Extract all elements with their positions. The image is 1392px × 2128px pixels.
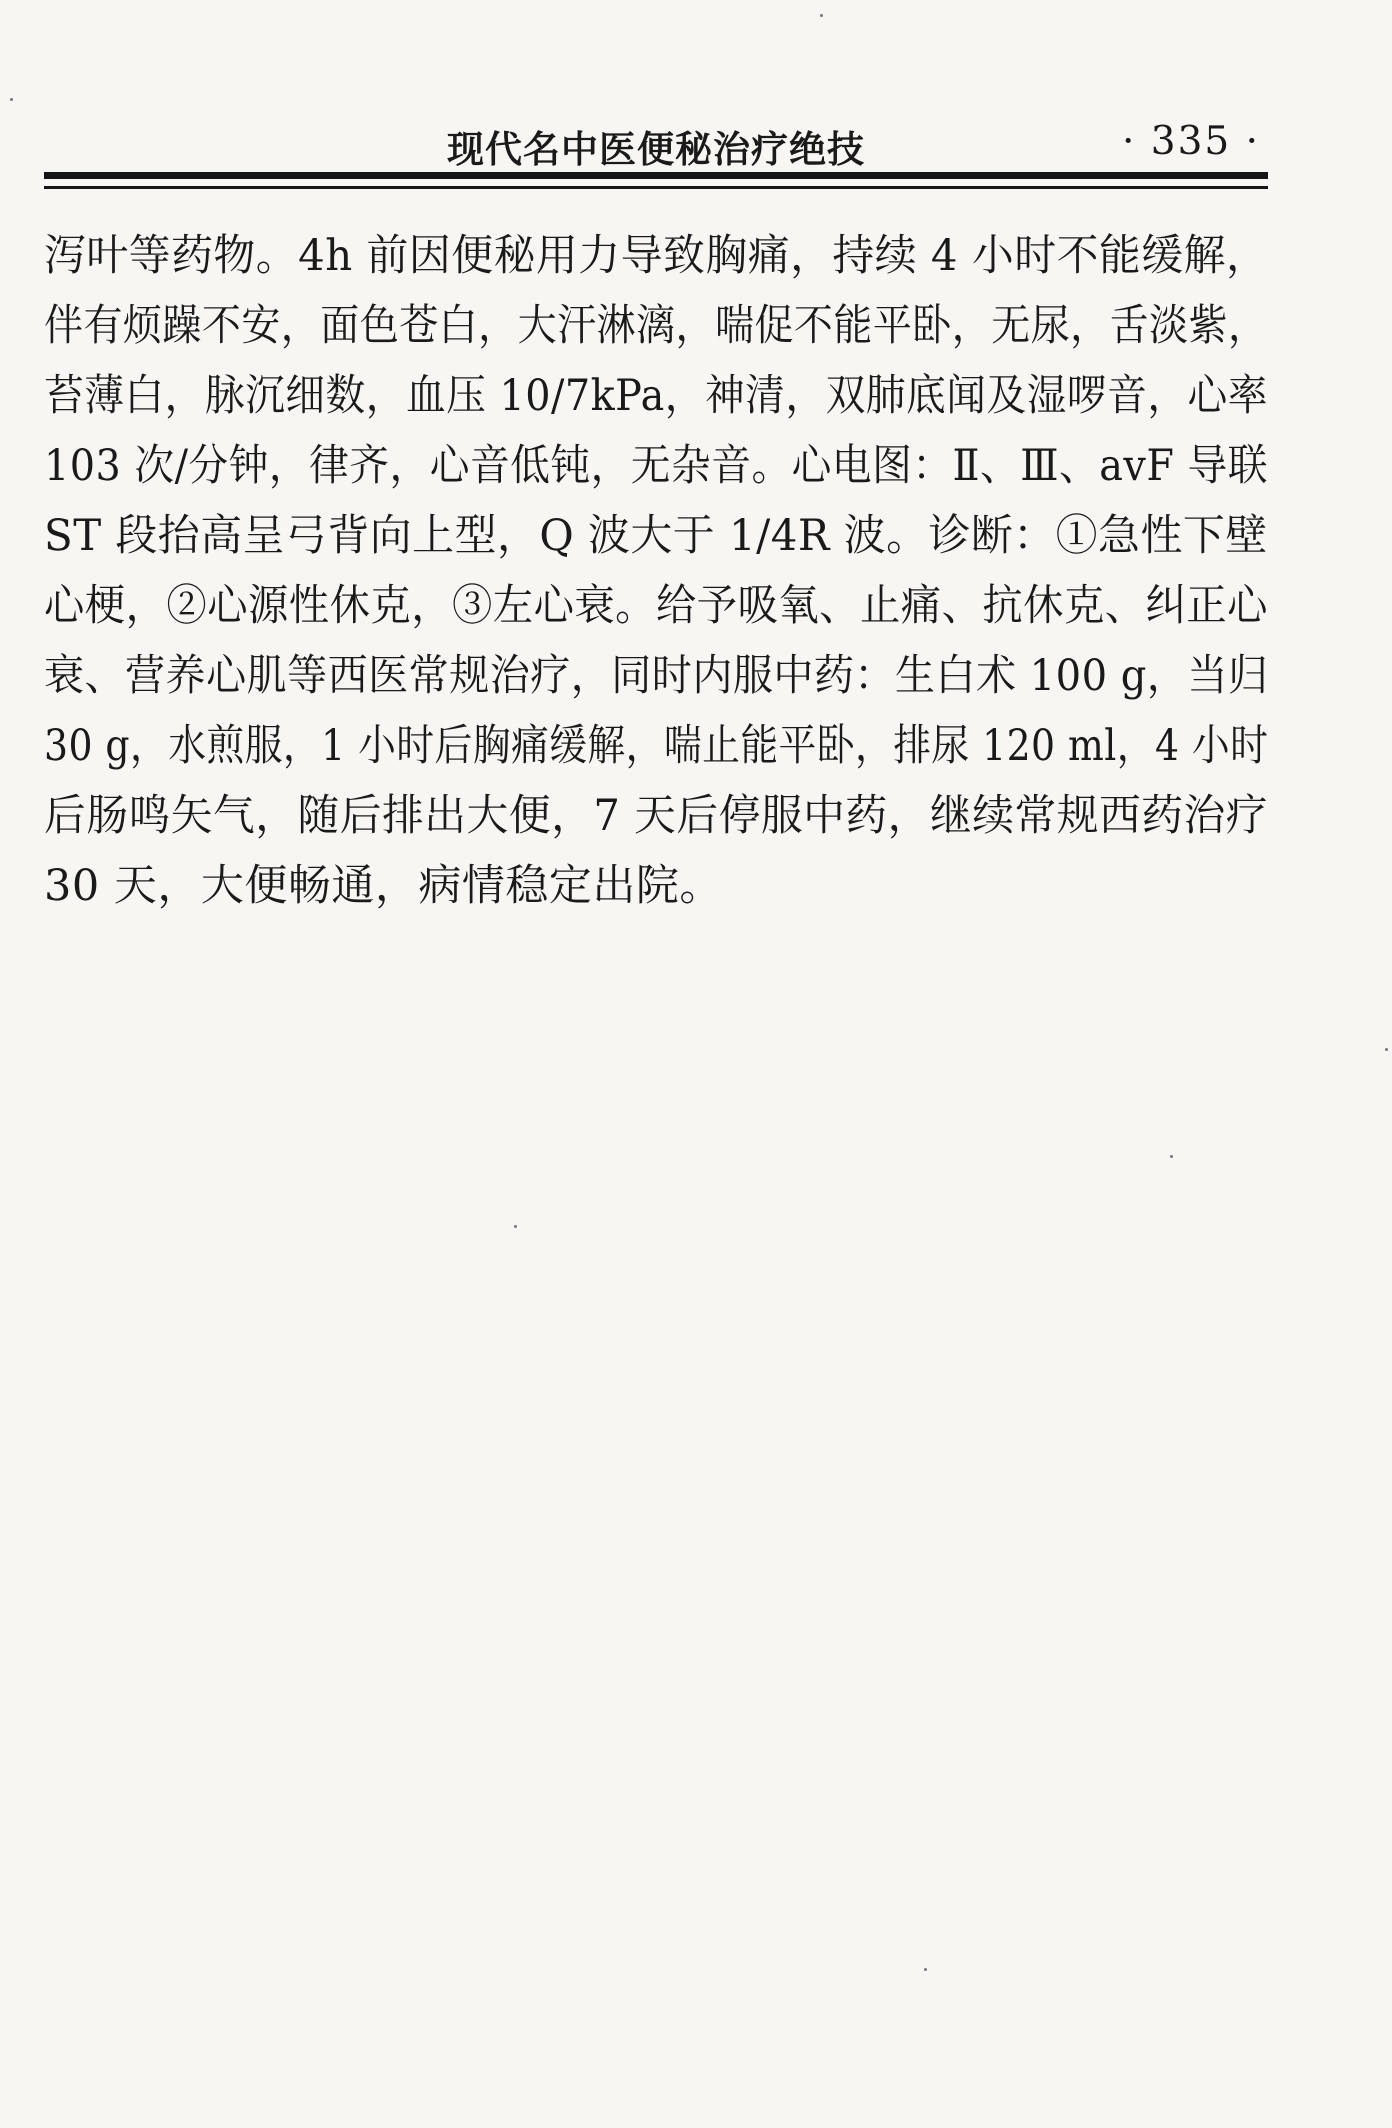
scan-speck bbox=[10, 98, 13, 101]
text-line: ST 段抬高呈弓背向上型，Q 波大于 1/4R 波。诊断：①急性下壁 bbox=[44, 511, 1268, 561]
running-title: 现代名中医便秘治疗绝技 bbox=[447, 127, 865, 171]
text-line: 心梗，②心源性休克，③左心衰。给予吸氧、止痛、抗休克、纠正心 bbox=[44, 581, 1268, 631]
text-line: 后肠鸣矢气，随后排出大便，7 天后停服中药，继续常规西药治疗 bbox=[44, 791, 1268, 841]
scan-speck bbox=[1385, 1048, 1388, 1051]
page-number: · 335 · bbox=[1121, 119, 1260, 164]
text-line: 30 g，水煎服，1 小时后胸痛缓解，喘止能平卧，排尿 120 ml，4 小时 bbox=[44, 721, 1269, 771]
header-rule-thin bbox=[44, 186, 1268, 189]
text-line: 伴有烦躁不安，面色苍白，大汗淋漓，喘促不能平卧，无尿，舌淡紫， bbox=[44, 301, 1268, 351]
text-line: 103 次/分钟，律齐，心音低钝，无杂音。心电图：Ⅱ、Ⅲ、avF 导联 bbox=[44, 441, 1268, 491]
scan-speck bbox=[1170, 1155, 1173, 1158]
running-header bbox=[44, 115, 1268, 171]
text-line: 苔薄白，脉沉细数，血压 10/7kPa，神清，双肺底闻及湿啰音，心率 bbox=[44, 371, 1268, 421]
scan-speck bbox=[820, 14, 823, 17]
text-line: 衰、营养心肌等西医常规治疗，同时内服中药：生白术 100 g，当归 bbox=[44, 651, 1269, 701]
text-line: 泻叶等药物。4h 前因便秘用力导致胸痛，持续 4 小时不能缓解， bbox=[44, 231, 1269, 281]
header-rule-thick bbox=[44, 172, 1268, 179]
body-text bbox=[44, 221, 1268, 921]
scan-speck bbox=[514, 1225, 517, 1228]
scan-speck bbox=[924, 1968, 927, 1971]
text-line: 30 天，大便畅通，病情稳定出院。 bbox=[44, 861, 723, 911]
